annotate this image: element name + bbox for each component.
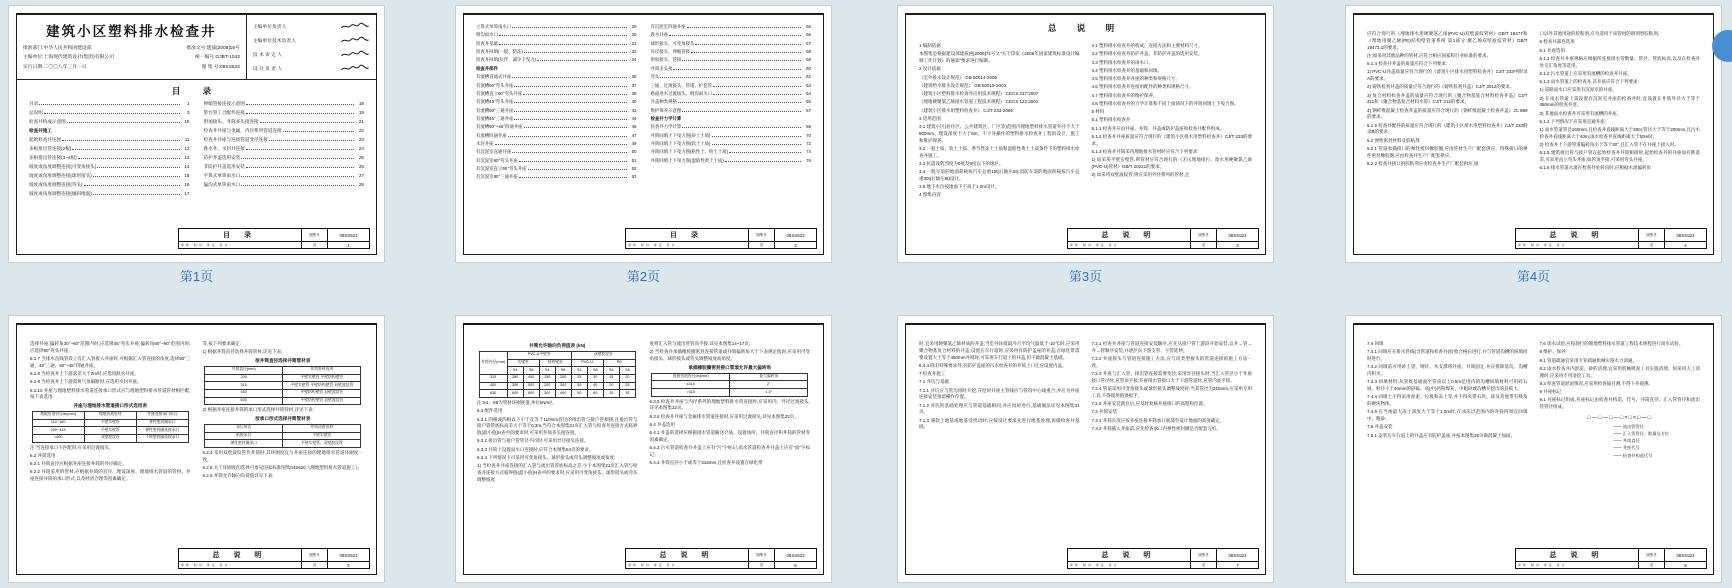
dot-leader <box>512 77 626 78</box>
dot-leader <box>514 102 626 103</box>
table-title: 井座与埋地排水管道接口形式选用表 <box>73 403 147 408</box>
table-title: 井筒允许轴向负荷值表 (kN) <box>529 343 586 348</box>
page-caption-3: 第3页 <box>1068 269 1103 284</box>
socket-form-table: 埋地管道管径dn(mm) 埋地管道管材 井座连接承口形式 110~160 平壁实壁管 弹性密封圈承口 200~315 平壁实壁管 弹性密封圈连接承口 >400 双壁波纹管 不带密封圈连接承口 <box>32 411 189 443</box>
toc-entry: 检查井构成示意图 10 <box>29 118 190 124</box>
dot-leader <box>260 122 354 123</box>
toc-entry: 有沉泥室90°三通井座 53 <box>476 174 637 180</box>
table-row: >315 1.5° <box>652 389 808 397</box>
dot-leader <box>712 136 801 137</box>
toc-entry: 明沟雨水口 30 <box>476 32 637 38</box>
toc-entry: 有沉泥室直立90°弯头井座 52 <box>476 166 637 172</box>
dot-leader <box>669 35 801 36</box>
dot-leader <box>246 167 354 168</box>
text-column-left: 井筒允许轴向负荷值表 (kN) 井筒外径(mm) PVC-U平壁管 双壁波纹管 实壁管 结构壁管 PVC-U PE S4 S8 S4 S8 S4 S8 S4 S8 315 280 400 150 200 25 30 15 20 450 350 500 200 300 30 40 20 25 630 600 800 300 400 50 60 25 35 注:S4、S8为管材环刚度值,单位kN/m²。 6.3 配件选用 6.3.1 四根或四根以下小于及等于110mm管径的排出管与接户管相接,且排出管与接户管管底标高差大于等于0.3m,当符合本图集21页汇入管与检查井连接方式临界值(最小值)H表中的要求时,可采用井筒多头接连接。 6.3.2 排出管与接户管管径不同时,可采用异径接头连接。 6.3.3 井筒上设置雨水口连接时,应符合本图集64页的要求。 6.3.4 下列情况下可采用可变角接头、球形接头或弯头调整坡度或角度: 1) 当检查井井座连接的汇入管与流出管管底标高之差,小于本图集21页汇入管与检查井连接方式临界值(最小值)H表中的要求时,应采用可变角接头、球形接头或弯头调整坡度 <box>477 343 638 482</box>
official-row: 技 术 审 定 人 <box>253 50 370 59</box>
page-caption-4: 第4页 <box>1516 269 1551 284</box>
dot-leader <box>537 60 626 61</box>
table-row: 630 平壁结构壁管 双壁波纹管 <box>205 397 361 405</box>
diagram-label: —— 流出管管径 <box>1613 423 1700 430</box>
dot-leader <box>528 169 627 170</box>
page-number: 7 <box>1216 561 1258 568</box>
table-row: 200 平壁实壁管 平壁结构壁管 <box>205 374 361 382</box>
toc-entry: 附加接头、井筒多头接连接 21 <box>203 118 364 124</box>
socket-type-table: 承口形式 井筒适用管材 粘接承口 平壁实壁管 弹性密封圈承口 平壁实壁管、双壁波纹管 <box>204 424 361 448</box>
page-number: 6 <box>774 561 816 568</box>
page-thumbnail-3[interactable] <box>897 5 1274 263</box>
dot-leader <box>78 158 180 159</box>
dot-leader <box>678 102 801 103</box>
marking-diagram: □—□—□—□×□×□—□ <box>1587 414 1653 421</box>
text-column-right: 等,按下列要求确定: 1) 根据井筒直径选择井筒管材,详见下表: 按井筒直径选择井筒管材表 井筒直径(mm) 井筒管材选用 200 平壁实壁管 平壁结构壁管 315 平壁实壁管 平壁结构壁管 双壁波纹管 450 平壁结构壁管 双壁波纹管 630 平壁结构壁管 双壁波纹管 2) 根据井座连接井筒的承口形式选择井筒管材,详见下表: 按承口形式选择井筒管材表 承口形式 井筒适用管材 粘接承口 平壁实壁管 弹性密封圈承口 平壁实壁管、双壁波纹管 6.2.4 采用双壁波纹管作井筒时,其环刚度宜与井座连接的埋地排水管道环刚度一致。 6.2.5 关于环刚度的选择可参见国家标准图集04S520《埋地塑料排水管道施工》。 6.2.6 井筒允许轴向负荷值详见下表: <box>202 341 363 479</box>
dot-leader <box>283 131 354 132</box>
page-label: 页 <box>301 561 327 568</box>
toc-entry: 有流槽45°三通井座 44 <box>476 115 637 121</box>
sheet-5 <box>16 323 377 575</box>
toc-entry: 防护井盖选用安装 25 <box>203 154 364 160</box>
table-row: >400 双壁波纹管 不带密封圈连接承口 <box>32 434 188 442</box>
sheet-no: 08SS523 <box>327 229 369 241</box>
title-block: 总 说 明 图集号 08SS523 审核 校对 审定 设计 页 4 <box>1515 228 1707 249</box>
sheet-no: 08SS523 <box>1216 229 1258 241</box>
table-title: 承插橡胶圈密封接口管道允许最大偏转角 <box>688 364 772 370</box>
toc-entry: 井筒回填土下曳力图(湿陷性黄土土质) 76 <box>650 157 811 163</box>
title-block: 目 录 图集号 08SS523 审核 校对 审定 设计 页 1 <box>178 228 370 249</box>
toc-entry: 有沉泥室四通井座 55 <box>650 24 811 29</box>
dot-leader <box>682 127 801 128</box>
toc-entry: 有流槽直通式井座 35 <box>476 74 637 80</box>
sheet-no-label: 图集号 <box>1638 549 1664 561</box>
dot-leader <box>508 136 627 137</box>
sheet-3 <box>905 13 1266 255</box>
toc-column-left <box>476 23 637 182</box>
page-label: 页 <box>301 241 327 248</box>
page-label: 页 <box>1638 241 1664 248</box>
toc-entry: 井筒回填土下曳力图(软土土质) 72 <box>650 141 811 147</box>
signature-strip: 审核 校对 审定 设计 <box>1516 561 1638 568</box>
sheet-7 <box>905 323 1266 575</box>
toc-column-right <box>204 100 365 198</box>
dot-leader <box>62 140 179 141</box>
dot-leader <box>713 86 801 87</box>
dot-leader <box>44 113 180 114</box>
toc-entry: 维护保养示意图 67 <box>650 107 811 113</box>
page-thumbnail-1[interactable] <box>8 5 385 263</box>
text-column-right: 4.1 塑料排水检查井的构成、连接方法和主要材料尺寸。 4.2 塑料排水检查井防护井盖、非防护井盖的选用安装。 4.3 塑料排水检查井的雨水口。 4.4 塑料排水检查井的基础和回填。 4.5 塑料排水检查井井座的种类和规格尺寸。 4.6 塑料排水检查井连接用配件的种类和规格尺寸。 4.7 塑料排水检查井的维护保养。 4.8 塑料排水检查井的力学计算和不同土质情况下的井筒回填土下曳力图。 5 材料 5.1 塑料排水检查井 5.1.1 检查井应由井座、井筒、井盖或防护盖座和检查井配件组成。 5.1.2 检查井井座质量应符合现行的《建筑小区排水用塑料检查井》CJ/T 233的要求。 5.1.3 检查井井筒采用埋地排水管材时应符合下列要求: 1) 如采用平壁实壁管,则管材应符合现行的《无压埋地排污、废水用硬聚氯乙烯(PVC-U)管材》GB/T 20221的要求。 2) 如采用双壁波纹管,则应采用外径系列的管材,且 <box>1091 43 1252 177</box>
toc-entry: 路面进水过渡接头、明沟雨水口 64 <box>650 90 811 96</box>
toc-column-left <box>29 100 190 198</box>
sheet-no-label: 图集号 <box>748 229 774 241</box>
table-row: 粘接承口 平壁实壁管 <box>205 432 361 440</box>
toc-entry: 有流槽90°弯头井座 37 <box>476 82 637 88</box>
text-column-left: 时,宜采用硬聚氯乙烯材质的井盖;当室外环境最冷月平均气温低于-10℃时,应采用聚合物基复合材料的井盖;设置在车行道时,应采用有防护盖座的井盖;在绿化带需要设置大于等于450mm井筒时,可采用车行道上的井盖,但不做混凝土基础。 6.4.4 除有特殊要求外,有防护盖座的污水检查井的井筒上口还应设置内盖。 7 检查井施工 7.1 井坑与基础 7.1.1 井坑应与管沟同时开挖,开挖时井座主管线应与管沟中心线重合,并应为井座连接安装预留操作位置。 7.1.2 井坑的基础处理应与管道基础相同,并应同时进行,基础做法详见本图集31页。 7.1.3 遇软土地基或地基受扰动时,应按设计要求先进行地基处理,再做检查井基础。 <box>919 341 1080 430</box>
meta-row: 实行日期:二〇〇八年三月一日 图 集 号:08SS523 <box>23 64 240 70</box>
dot-leader <box>524 52 627 53</box>
dot-leader <box>713 94 801 95</box>
toc-entry: 异径接头、伸缩管接 58 <box>650 49 811 55</box>
signature <box>340 50 370 59</box>
toc-entry: 有流槽四通井座 47 <box>476 132 637 138</box>
text-column-right: 7.6 闭水试验,应按现行的埋地塑料排水管道工程技术规程进行闭水试验。 8 维护、保养 8.1 管道疏通宜采用专业疏通机械实施水力清通。 8.2 雨水检查井内淤泥、砂的清理,宜采用机械吸泥工具实施清理。如采用人工清理时,应采用专用清挖工具。 8.3 检查管道淤泥情况,应采用检查镜目测,不得下井观测。 9 井座标记 9.1 井座标记组成,井座标记由检查井构造、代号、井筒直径、汇入管管径和流出管管径组成。 □—□—□—□×□×□—□ —— 流出管管径 —— 汇入管管径、数量及方位 —— 井筒直径 —— 井座代号 —— 检查井构造代号 <box>1540 341 1701 459</box>
table-row: ≤315 2° <box>652 381 808 389</box>
table-title: 按承口形式选择井筒管材表 <box>255 416 311 422</box>
dot-leader <box>523 94 626 95</box>
toc-entry: 起始检查井连接 11 <box>29 136 190 142</box>
sheet-no: 08SS523 <box>774 229 816 241</box>
dot-leader <box>269 140 354 141</box>
official-row: 设 计 负 责 人 <box>253 64 370 73</box>
toc-entry: 总说明 3 <box>29 109 190 115</box>
toc-entry: 带台管工合配件连接 19 <box>203 109 364 115</box>
table-row: 弹性密封圈承口 平壁实壁管、双壁波纹管 <box>205 440 361 448</box>
page-label: 页 <box>748 241 774 248</box>
page-thumbnail-7[interactable] <box>897 315 1274 583</box>
signature <box>340 36 370 45</box>
page-number: 4 <box>1664 241 1706 248</box>
dot-leader <box>514 86 626 87</box>
toc-entry: 坡度或角度调整连接(可变角接头) 14 <box>29 163 190 169</box>
toc-entry: 多根排出管连接(2根) 12 <box>29 145 190 151</box>
dot-leader <box>514 119 626 120</box>
cover-header <box>17 15 376 80</box>
toc-entry: 井筒回填土下曳力图(砂土土质) 70 <box>650 132 811 138</box>
dot-leader <box>93 194 180 195</box>
toc-entry: 伸缩管接连接示意图 18 <box>203 101 364 106</box>
toc-entry: 水封井座 49 <box>476 141 637 147</box>
table-row: 630 600 800 300 400 50 60 25 35 <box>479 390 635 398</box>
dot-leader <box>241 176 354 177</box>
title-block: 总 说 明 图集号 08SS523 审核 校对 审定 设计 页 3 <box>1067 228 1259 249</box>
signature-strip: 审核 校对 审定 设计 <box>179 561 301 568</box>
sheet-no-label: 图集号 <box>1190 549 1216 561</box>
title-block: 总 说 明 图集号 08SS523 审核 校对 审定 设计 页 6 <box>625 548 817 569</box>
sheet-no: 08SS523 <box>1216 549 1258 561</box>
toc-entry: 平箅式单箅雨水口 27 <box>203 172 364 178</box>
marking-diagram-labels <box>1540 423 1701 459</box>
shaft-diameter-table: 井筒直径(mm) 井筒管材选用 200 平壁实壁管 平壁结构壁管 315 平壁实壁管 平壁结构壁管 双壁波纹管 450 平壁结构壁管 双壁波纹管 630 平壁结构壁管 双壁波纹管 <box>204 366 361 405</box>
dot-leader <box>97 167 179 168</box>
toc-entry: 有流槽45°弯头井座 40 <box>476 99 637 105</box>
title-block: 目 录 图集号 08SS523 审核 校对 审定 设计 页 2 <box>625 228 817 249</box>
signature-strip: 审核 校对 审定 设计 <box>1068 561 1190 568</box>
toc-entry: 多根排出管连接(3~4根) 13 <box>29 154 190 160</box>
toc-entry: 检查井回填(抗浮、减少下曳力) 34 <box>476 57 637 63</box>
signature <box>340 22 370 31</box>
toc-entry: 有流槽直立90°弯头井座 39 <box>476 90 637 96</box>
dot-leader <box>495 144 627 145</box>
dot-leader <box>246 113 354 114</box>
table-row: 315 平壁实壁管 平壁结构壁管 双壁波纹管 <box>205 382 361 390</box>
toc-entry: 三通、过渡接头、管堵、护套管 63 <box>650 82 811 88</box>
sheet-no-label: 图集号 <box>301 229 327 241</box>
toc-entry: 井筒多头接 60 <box>650 65 811 71</box>
dot-leader <box>725 161 801 162</box>
dot-leader <box>687 27 801 28</box>
page-label: 页 <box>1190 241 1216 248</box>
dot-leader <box>246 104 354 105</box>
text-column-left: 7.4 回填 7.4.1 回填应在排水管线(含管道和检查井)验收合格后进行,并与管道沟槽的回填同时进行。 7.4.2 回填前可用砂土袋、钢钎、木支撑将井座、井筒固定,并应排除基坑、沟槽内积水。 7.4.3 回填材料:从管底基础面至管顶以上0.5m范围内的沟槽回填材料可用碎石屑、粒径小于40mm的砂砾、高(中)钙粉煤灰、中粗砂或沟槽开挖出的良质土。 7.4.4 回填土不得采用淤泥、垃圾和冻土等,并不得夹带石块、砖及其他带有棱角的硬块物体。 7.4.5 在当地最大冻土深度大于等于1.0m时,在冰冻层范围内的井筒四周宜回填中、粗砂。 7.5 井盖安装 7.5.1 安装在车行道上的井盖应有防护盖座,并按本图集25页做混凝土加固。 <box>1367 341 1528 438</box>
toc-entry: 检查井井座与连接管道变径连接 23 <box>203 136 364 142</box>
title-block: 总 说 明 图集号 08SS523 审核 校对 审定 设计 页 5 <box>178 548 370 569</box>
page-number: 5 <box>327 561 369 568</box>
dot-leader <box>695 44 801 45</box>
sheet-no: 08SS523 <box>774 549 816 561</box>
dot-leader <box>241 185 354 186</box>
title-block: 总 说 明 图集号 08SS523 审核 校对 审定 设计 页 8 <box>1515 548 1707 569</box>
sheet-6 <box>463 323 824 575</box>
page-label: 页 <box>1190 561 1216 568</box>
text-column-left: 应符合现行的《埋地排水用硬聚氯乙烯(PVC-U)双壁波纹管材》GB/T 18477和《埋地用聚乙烯(PE)结构壁管道系统 第1部分:聚乙烯双壁波纹管材》GB/T 19472.1的要求。 注:如采用其他品种的管材,应符合相应国家和行业标准的要求。 5.1.4 检查井井盖的质量应符合下列要求: 1) PVC-U井盖质量应符合现行的《建筑小区排水用塑料检查井》CJ/T 233中附录A的要求。 2) 铸铁检查井盖的质量应符合现行的《铸铁检查井盖》CJ/T 3012的要求。 3) 复合材料检查井盖的质量应符合现行的《聚合物基复合材料检查井盖》CJ/T 211和《聚合物基复合材料水箅》CJ/T 212的要求。 4) 钢纤维混凝土检查井盖的质量应符合现行的《钢纤维混凝土检查井盖》JC 889的要求。 5.1.5 检查井配件的质量应符合现行的《建筑小区排水用塑料检查井》CJ/T 233附录B的要求。 5.2 弹性密封材料及胶粘剂 5.2.1 管道承插接口的弹性密封橡胶圈,应由管材生产厂配套供应。特殊接口的弹性密封橡胶圈,应由检查井生产厂配套供应。 5.2.2 检查井接口的胶粘剂应由检查井生产厂配套供应,接 <box>1367 31 1528 166</box>
sheet-no-label: 图集号 <box>1638 229 1664 241</box>
toc-entry: 立箅式单箅雨水口 29 <box>476 24 637 29</box>
diagram-label: —— 井筒直径 <box>1613 437 1700 444</box>
toc-entry: 井盖种类规格 65 <box>650 99 811 105</box>
diagram-label: —— 井座代号 <box>1613 444 1700 451</box>
toc-entry: 坡度或角度调整连接(球形接头) 15 <box>29 172 190 178</box>
page-thumbnail-2[interactable] <box>455 5 832 263</box>
meta-row: 批准部门:中华人民共和国建设部 批准文号:建质[2008]18号 <box>23 46 240 51</box>
signature-strip: 审核 校对 审定 设计 <box>179 241 301 248</box>
sheet-no-label: 图集号 <box>1190 229 1216 241</box>
page-number: 1 <box>327 241 369 248</box>
dot-leader <box>93 176 180 177</box>
toc-entry: 跌水井座 56 <box>650 32 811 38</box>
dot-leader <box>241 158 354 159</box>
title-block: 总 说 明 图集号 08SS523 审核 校对 审定 设计 页 7 <box>1067 548 1259 569</box>
atlas-title: 建筑小区塑料排水检查井 <box>46 24 217 39</box>
page-number: 8 <box>1664 561 1706 568</box>
officials-box <box>246 15 376 79</box>
text-column-left: 1 编制依据 本图集是根据建设部建质函[2006]71号文"关于印发《2006年国家建筑标准设计编制工作计划》的通知"要求进行编制。 2 设计依据 《室外排水设计规范》 GB 50014-2006 《建筑给水排水设计规范》 GB 50015-2003 《建筑小区塑料排水检查井应用技术规程》 CECS 227:2007 《埋地硬聚氯乙烯排水管道工程技术规程》 CECS 122:2001 《建筑小区排水用塑料检查井》 CJ/T 233-2006 3 适用范围 3.1 建筑小区(居住区、公共建筑区、厂区等)范围内埋地塑料排水管道外径不大于800mm、埋设深度不大于6m、不下井操作的塑料排水检查井工程的设计、施工和维护保养。 3.2 一般土质、软土土质、季节性冻土土质和湿陷性黄土土质条件下的塑料排水检查井施工。 3.3 抗震设防烈度为9度及9度以下的地区。 3.4 一般车道的地面荷载按汽车总重15t(后轴压5t);消防车道的地面荷载按汽车总重30t(后轴压6t)设计。 3.5 地下水位按地面下不高于1.0m设计。 4 图集内容 <box>919 43 1080 198</box>
axial-load-table: 井筒外径(mm) PVC-U平壁管 双壁波纹管 实壁管 结构壁管 PVC-U PE S4 S8 S4 S8 S4 S8 S4 S8 315 280 400 150 200 25 30 15 20 450 350 500 200 300 30 40 20 25 630 600 800 300 400 50 60 25 35 <box>479 351 636 398</box>
toc-entry: 坡度或角度调整连接(弯头) 16 <box>29 181 190 187</box>
text-column-right: 口以外其他用途的胶粘剂,应为适用于该管材的溶剂型胶粘剂。 6 检查井部件选用 6.1 井座选用 6.1.1 检查井井座规格应根据所连接排水管数量、管径、管底标高,以及在检查井处交汇角度等选用。 6.1.2 污水管道上应采用有流槽的检查井井座。 6.1.3 雨水管道上的检查井,其井座应符合下列要求: 1) 道路雨水口应采用有沉泥室的井座。 2) 在雨水管道上需设置有沉泥室井座的检查井时,宜设置在井筒外径大于等于450mm的检查井处。 3) 其他雨水检查井可采用有流槽的井座。 6.1.4 下列情况下应采用直通井座: 1) 雨水管道管径160mm,且检查井直线距离大于30m;管径大于等于200mm,且污水检查井直线距离大于40m;雨水检查井直线距离大于50m时。 2) 检查井上下游管道偏转角小于等于30°,且汇入管不在井座上接入时。 6.1.5 建筑排出管与接户管在起始检查井井筒相接时,起始检查井的井座如有跌落差,可采用直立弯头井座;如管顶平接,可采用弯头井座。 6.1.6 排水管道水流在检查井处转向时,应根据水流偏转角 <box>1539 31 1700 171</box>
dot-leader <box>512 152 626 153</box>
dot-leader <box>246 149 354 150</box>
toc-column-right <box>651 23 812 182</box>
page-caption-2: 第2页 <box>626 269 661 284</box>
sheet-2 <box>463 13 824 255</box>
table-row: 110~160 平壁实壁管 弹性密封圈承口 <box>32 419 188 427</box>
dot-leader <box>524 127 627 128</box>
page-number: 3 <box>1216 241 1258 248</box>
page-thumbnail-5[interactable] <box>8 315 385 583</box>
toc-entry: 有沉泥室直通井座 50 <box>476 149 637 155</box>
dot-leader <box>499 44 627 45</box>
sheet-no: 08SS523 <box>1664 549 1706 561</box>
sheet-no: 08SS523 <box>327 549 369 561</box>
toc-entry: 检查井部件 <box>476 65 498 71</box>
toc-entry: 检查井力学计算 68 <box>650 124 811 130</box>
meta-row: 主编单位:上海现代建筑设计(集团)有限公司 统一编号:GJBT-1043 <box>23 55 240 61</box>
toc-entry: 有流槽90°~45°四通井座 46 <box>476 124 637 130</box>
toc-entry: 目录 1 <box>29 101 190 106</box>
toc-entry: 检查井井座与金属、内径系列管道连接 22 <box>203 127 364 133</box>
text-column-right: 度将汇入管与流出管管顶平接,详见本图集14~17页; 2) 当检查井承插橡胶圈密封连接管道或井筒偏转角大于下表规定值时,应采用可变角接头、球形接头或弯头调整坡度或角度。 承插橡胶圈密封接口管道允许最大偏转角 连接管道管径dn(mm) 最大偏转角 ≤315 2° >315 1.5° 6.3.5 检查井井座与内径系列的埋地塑料排水管连接时,应采用内、外径过渡接头,详见本图集22页。 6.3.6 检查井井座与金属排水管道连接时,应采用过渡接头,详见本图集22页。 6.4 井盖选用 6.4.1 井盖的选择应根据排水管道输送介质、设置场所、井筒直径和井筒的管材等因素确定。 6.4.2 污水管道检查井井盖上应有"污"字标记,雨水管道检查井井盖上应有"雨"字标记。 6.4.3 井筒直径小于或等于315mm,且检查井设置在绿化带 <box>649 341 810 466</box>
dot-leader <box>691 52 801 53</box>
toc-entry: 检查井回填(一般、防冻) 32 <box>476 49 637 55</box>
dot-leader <box>512 27 626 28</box>
sheet-no-label: 图集号 <box>301 549 327 561</box>
sheet-no: 08SS523 <box>1664 229 1706 241</box>
toc-entry: 坡度或角度调整连接(倾斜地面) 17 <box>29 190 190 196</box>
toc-entry: 有流槽90°三通井座 42 <box>476 107 637 113</box>
sheet-8 <box>1353 323 1714 575</box>
sheet-4 <box>1353 13 1714 255</box>
page-thumbnail-8[interactable] <box>1345 315 1722 583</box>
signature <box>340 64 370 73</box>
sheet-1 <box>16 13 377 255</box>
toc-entry: 附加接头、管接 59 <box>650 57 811 63</box>
dot-leader <box>712 144 801 145</box>
diagram-label: —— 检查井构造代号 <box>1613 452 1700 459</box>
toc-heading: 目 录 <box>171 86 222 96</box>
toc-entry: 有沉泥室90°弯头井座 51 <box>476 157 637 163</box>
toc-entry: 跌水井、水封井连接 24 <box>203 145 364 151</box>
dot-leader <box>673 69 801 70</box>
toc-entry: 检查井施工 <box>29 127 52 133</box>
toc-entry: 偏沟式单箅雨水口 28 <box>203 181 364 187</box>
page-label: 页 <box>1638 561 1664 568</box>
dot-leader <box>682 60 801 61</box>
page-thumbnail-6[interactable] <box>455 315 832 583</box>
table-row: 200~315 平壁实壁管 弹性密封圈连接承口 <box>32 427 188 435</box>
dot-leader <box>72 149 179 150</box>
text-column-left: 选择井座;偏转角30°~60°范围内时,应选择45°弯头井座;偏转角60°~90°范围内时,应选择90°弯头井座。 6.1.7 当排水直线管段上有汇入管接入井座时,可根据汇入管连接的角度,选择90°三通、45°三通、90°~45°四通井座。 6.1.8 当检查井上下游落差大于2m时,应选用跌水井座。 6.1.9 当检查井上下游需将气体隔断时,应选用水封井座。 6.1.10 井座与埋地塑料排水管道连接承口形式应与埋地塑料排水管道管材相匹配,按下表选用: 井座与埋地排水管道接口形式选用表 埋地管道管径dn(mm) 埋地管道管材 井座连接承口形式 110~160 平壁实壁管 弹性密封圈承口 200~315 平壁实壁管 弹性密封圈连接承口 >400 双壁波纹管 不带密封圈连接承口 注:当连接承口不匹配时,应采用过渡接头。 6.2 井筒选用 6.2.1 井筒直径应根据井座连接井筒的外径确定。 6.2.2 井筒采用的管材,应根据井筒的直径、埋设深度、埋地排水管道的管材、井座连接井筒的承口形式,以及经济合理等因素确定。 <box>30 341 191 482</box>
table-row: 450 350 500 200 300 30 40 20 25 <box>479 382 635 390</box>
table-row: 315 280 400 150 200 25 30 15 20 <box>479 374 635 382</box>
cover-meta <box>23 44 240 72</box>
official-row: 主编单位负责人 <box>253 22 370 31</box>
dot-leader <box>682 111 801 112</box>
page-number: 2 <box>774 241 816 248</box>
toc-entry: 球形接头、可变角接头 57 <box>650 40 811 46</box>
dot-leader <box>660 77 801 78</box>
dot-leader <box>67 122 180 123</box>
dot-leader <box>519 177 627 178</box>
signature-strip: 审核 校对 审定 设计 <box>1068 241 1190 248</box>
page-thumbnail-4[interactable] <box>1345 5 1722 263</box>
toc-entry: 弯头 62 <box>650 74 811 80</box>
page-caption-1: 第1页 <box>179 269 214 284</box>
dot-leader <box>519 161 627 162</box>
notes-heading: 总 说 明 <box>1047 23 1124 33</box>
signature-strip: 审核 校对 审定 设计 <box>626 561 748 568</box>
official-row: 主编单位技术负责人 <box>253 36 370 45</box>
page-label: 页 <box>748 561 774 568</box>
dot-leader <box>514 111 626 112</box>
dot-leader <box>39 104 179 105</box>
text-column-right: 7.2.1 检查井井座与管道连接安装顺序,应先从接户管上游段开始安装,以井→管→井→管顺序安装,并逐层向下游支管、干管延伸。 7.2.2 井座接头与管道连接施工方法,应与同类型接头的管道连接的施工方法一致。 7.2.3 井座与汇入管、排出管连接需要变径,采用异径接头时,当汇入管径小于井座接口管径时,应管顶平接;井座排出管接口大于下游管道时,应管内底平接。 7.2.4 管道采用可变角接头或球形接头调整坡度时,当其管径为315mm,应采用专用工具,不得使用链条扳手。 7.2.5 井座安装就位后,应及时复核井座接口的高程和位置。 7.3 井筒安装 7.3.1 井筒长度应按井座连接井筒承口底部至设计地面的高度确定。 7.3.2 井筒插入井座前,应先检查承口内弹性密封圈是否配套完好。 <box>1091 341 1252 431</box>
toc-entry: 井筒回填土下曳力图(粘性土、粉土土质) 74 <box>650 149 811 155</box>
deflection-angle-table: 连接管道管径dn(mm) 最大偏转角 ≤315 2° >315 1.5° <box>651 373 808 397</box>
diagram-label: —— 汇入管管径、数量及方位 <box>1613 430 1700 437</box>
signature-strip: 审核 校对 审定 设计 <box>626 241 748 248</box>
toc-entry: 检查井基础 31 <box>476 40 637 46</box>
dot-leader <box>499 35 627 36</box>
toc-entry: 非防护井盖选用安装 26 <box>203 163 364 169</box>
dot-leader <box>729 152 801 153</box>
signature-strip: 审核 校对 审定 设计 <box>1516 241 1638 248</box>
table-row: 450 平壁结构壁管 双壁波纹管 <box>205 389 361 397</box>
toc-entry: 检查井力学计算 <box>650 115 682 121</box>
sheet-no-label: 图集号 <box>748 549 774 561</box>
dot-leader <box>84 185 180 186</box>
table-title: 按井筒直径选择井筒管材表 <box>255 358 311 363</box>
